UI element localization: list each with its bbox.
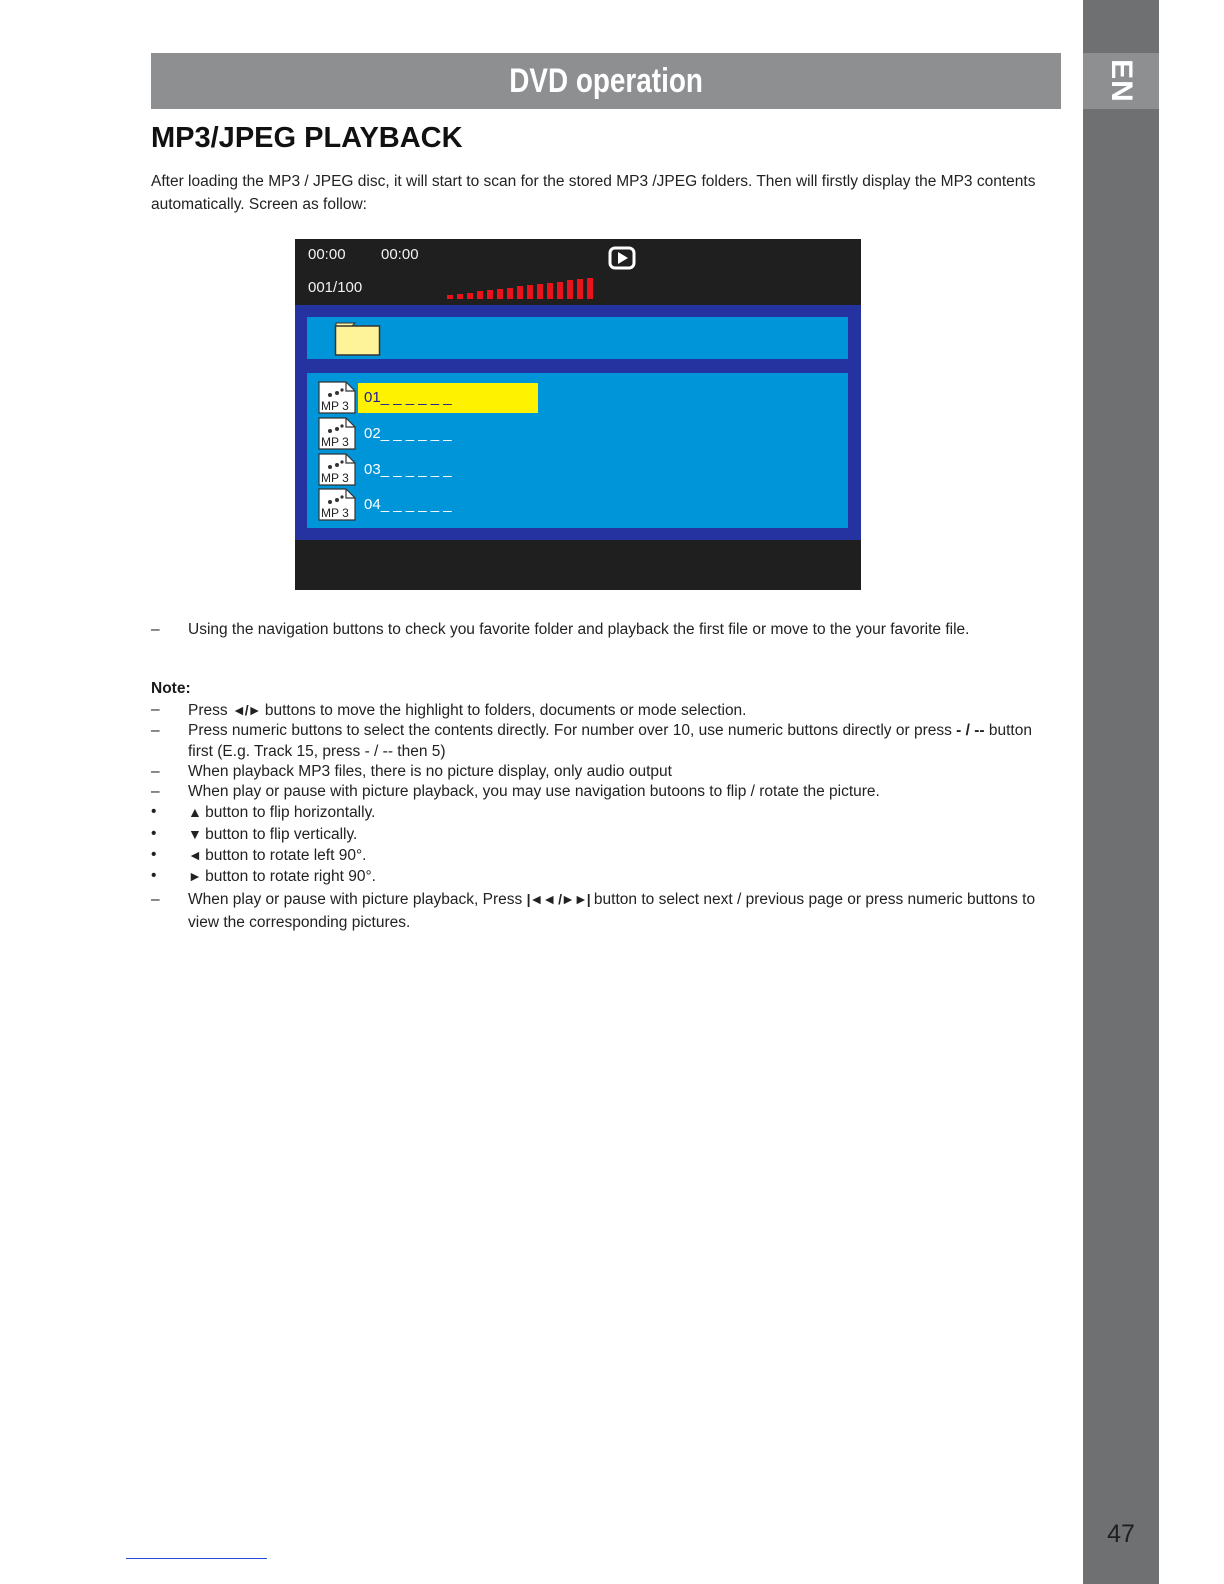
language-label: EN — [1105, 59, 1138, 103]
list-marker: • — [151, 824, 157, 842]
item-text: button to flip horizontally. — [200, 804, 376, 822]
list-item — [151, 824, 1061, 845]
level-bar — [487, 290, 493, 299]
list-item — [151, 866, 1061, 887]
item-text: button to rotate right 90°. — [200, 868, 376, 886]
side-strip — [1083, 0, 1159, 1584]
folder-bar[interactable] — [307, 317, 848, 359]
list-marker: – — [151, 890, 160, 908]
header-title: DVD operation — [509, 61, 703, 100]
arrow-down-icon: ▼ — [188, 825, 201, 842]
file-number: 04 — [364, 496, 381, 513]
file-suffix: _ _ _ _ _ _ — [380, 389, 452, 406]
level-bar — [577, 279, 583, 299]
player-screen — [295, 239, 861, 590]
level-bar — [467, 293, 473, 299]
list-marker: – — [151, 701, 160, 718]
mp3-file-icon — [318, 488, 356, 521]
play-icon — [608, 246, 636, 270]
mp3-file-icon — [318, 417, 356, 450]
mp3-file-icon — [318, 453, 356, 486]
arrow-up-icon: ▲ — [188, 804, 201, 821]
mp3-icon-label: MP 3 — [321, 435, 349, 449]
list-item — [151, 700, 1061, 721]
level-bar — [587, 278, 593, 299]
item-text: buttons to move the highlight to folders, documents or mode selection. — [260, 702, 747, 719]
note-title: Note: — [151, 680, 191, 697]
list-marker: • — [151, 846, 157, 864]
item-text: Press — [188, 702, 232, 719]
file-name — [358, 383, 538, 413]
mp3-file-icon — [318, 381, 356, 414]
list-marker: – — [151, 621, 160, 638]
note-list — [151, 700, 1061, 934]
list-marker: – — [151, 722, 160, 740]
section-title: MP3/JPEG PLAYBACK — [151, 122, 463, 154]
folder-icon — [334, 322, 382, 356]
page-number: 47 — [1107, 1520, 1135, 1548]
level-bar — [567, 280, 573, 299]
list-item — [151, 888, 1061, 934]
header-bar — [151, 53, 1061, 109]
level-bar — [497, 289, 503, 299]
level-bar — [477, 291, 483, 299]
item-text: button to select next / previous page or press numeric buttons to view the corresponding pictures. — [188, 890, 1036, 931]
list-marker: – — [151, 783, 160, 801]
item-text: When play or pause with picture playback, you may use navigation butoons to flip / rotate the picture. — [188, 783, 880, 801]
file-number: 01 — [364, 389, 381, 406]
language-tab — [1083, 53, 1159, 109]
mp3-icon-label: MP 3 — [321, 506, 349, 520]
track-counter: 001/100 — [308, 279, 363, 296]
item-text: button to rotate left 90°. — [200, 847, 367, 865]
file-suffix: _ _ _ _ _ _ — [380, 496, 452, 513]
list-marker: – — [151, 762, 160, 780]
footnote-rule — [126, 1558, 267, 1559]
file-row[interactable] — [318, 381, 548, 414]
level-bar — [537, 284, 543, 299]
item-text: When play or pause with picture playback, Press — [188, 890, 527, 908]
item-text: When playback MP3 files, there is no picture display, only audio output — [188, 762, 672, 780]
file-name — [358, 419, 452, 449]
intro-paragraph: After loading the MP3 / JPEG disc, it will start to scan for the stored MP3 /JPEG folders. Then will firstly display the MP3 contents automatically. Screen as follow: — [151, 173, 1036, 213]
usage-text: Using the navigation buttons to check you favorite folder and playback the first file or move to the your favorite file. — [188, 621, 970, 638]
item-text: button to flip vertically. — [200, 825, 358, 843]
level-bar — [557, 282, 563, 299]
level-bar — [457, 294, 463, 299]
item-text: button first (E.g. Track 15, press - / -- then 5) — [188, 722, 1032, 760]
arrow-left-icon: ◄ — [188, 847, 201, 864]
skip-prev-next-icon: |◄◄ /►►| — [526, 890, 590, 907]
list-item — [151, 762, 1061, 782]
file-name — [358, 455, 452, 485]
level-bar — [447, 295, 453, 299]
file-suffix: _ _ _ _ _ _ — [380, 461, 452, 478]
arrow-right-icon: ► — [188, 868, 201, 885]
file-row[interactable] — [318, 417, 548, 450]
file-number: 02 — [364, 425, 381, 442]
level-bar — [547, 283, 553, 299]
file-row[interactable] — [318, 453, 548, 486]
level-bar — [517, 286, 523, 299]
arrow-left-right-icon: ◄/► — [231, 702, 261, 718]
file-name — [358, 490, 452, 520]
item-text: Press numeric buttons to select the contents directly. For number over 10, use numeric buttons directly or press — [188, 722, 957, 740]
file-row[interactable] — [318, 488, 548, 521]
level-bar — [507, 288, 513, 299]
list-item — [151, 802, 1061, 823]
list-marker: • — [151, 803, 157, 821]
level-bar — [527, 285, 533, 299]
file-number: 03 — [364, 461, 381, 478]
file-list-panel — [307, 373, 848, 528]
elapsed-time: 00:00 — [308, 246, 346, 263]
list-marker: • — [151, 867, 157, 885]
mp3-icon-label: MP 3 — [321, 399, 349, 413]
list-item — [151, 845, 1061, 866]
list-item — [151, 620, 1061, 640]
browser-frame — [295, 305, 861, 540]
dash-button-label: - / -- — [956, 722, 985, 740]
mp3-icon-label: MP 3 — [321, 471, 349, 485]
list-item — [151, 782, 1061, 802]
total-time: 00:00 — [381, 246, 419, 263]
volume-level-indicator — [447, 277, 607, 301]
usage-list — [151, 620, 1061, 640]
file-suffix: _ _ _ _ _ _ — [380, 425, 452, 442]
list-item — [151, 721, 1061, 762]
